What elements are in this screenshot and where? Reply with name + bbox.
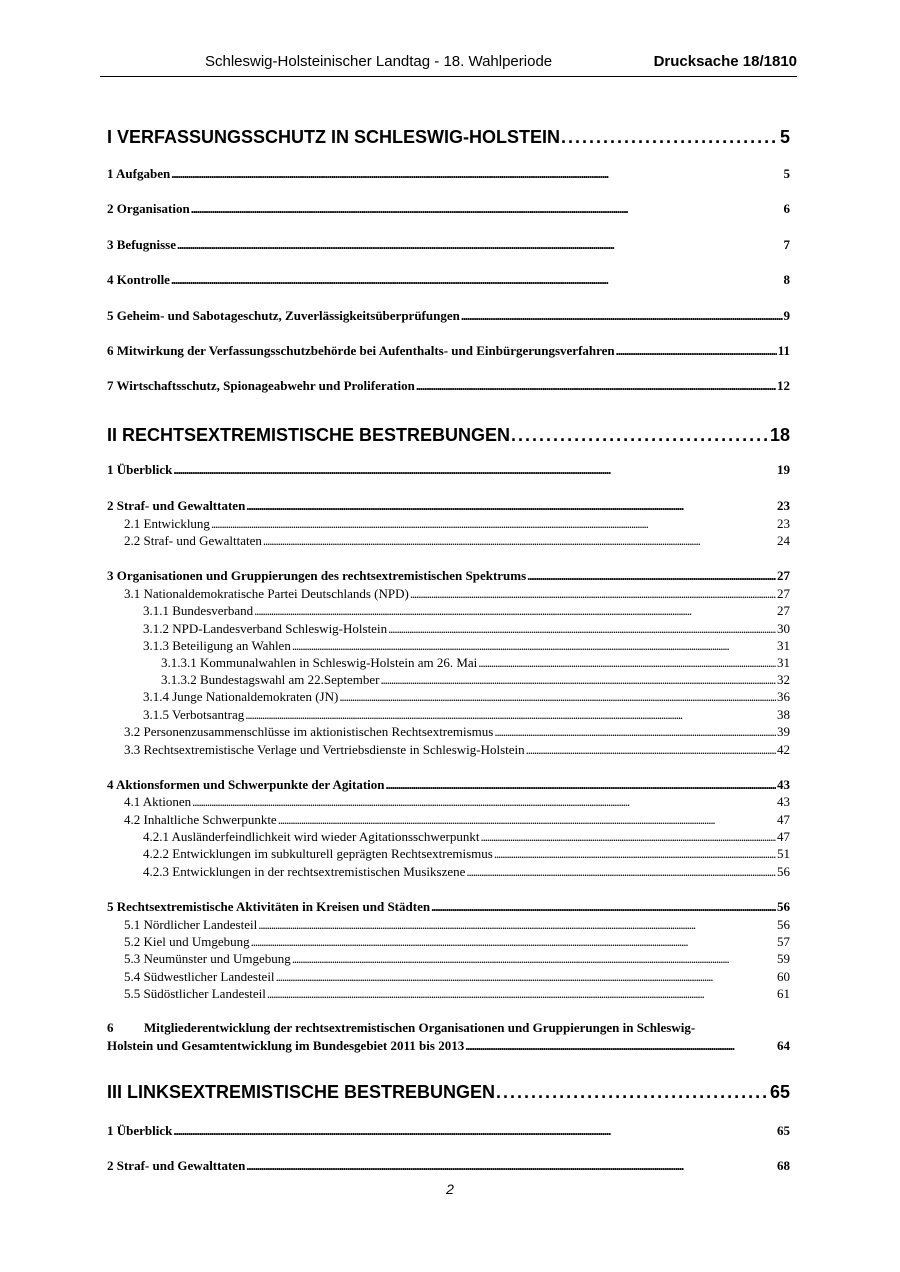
toc-entry-page: 60: [777, 969, 790, 984]
toc-leader-dots: [246, 498, 776, 514]
toc-leader-dots: [416, 378, 776, 394]
toc-entry[interactable]: [107, 424, 790, 446]
toc-leader-dots: [466, 864, 776, 880]
toc-entry-page: 31: [777, 638, 790, 653]
toc-entry-label: 3.1.2 NPD-Landesverband Schleswig-Holstein: [143, 621, 388, 636]
toc-entry-page: 42: [777, 742, 790, 757]
toc-entry-page: 5: [779, 127, 790, 147]
toc-entry-label: 7 Wirtschaftsschutz, Spionageabwehr und Proliferation: [107, 378, 415, 393]
toc-entry-label: 5.5 Südöstlicher Landesteil: [124, 986, 266, 1001]
toc-leader-dots: [494, 724, 776, 740]
toc-leader-dots: [616, 343, 777, 359]
toc-entry-page: 38: [777, 707, 790, 722]
toc-entry-label: 6 Mitwirkung der Verfassungsschutzbehörde bei Aufenthalts- und Einbürgerungsverfahren: [107, 343, 615, 358]
toc-entry-page: 5: [783, 166, 790, 181]
toc-leader-dots: [386, 777, 777, 793]
toc-entry-label-line1: Mitgliederentwicklung der rechtsextremistischen Organisationen und Gruppierungen in Schleswig-: [144, 1020, 696, 1035]
toc-leader-dots: [173, 1123, 776, 1139]
toc-entry[interactable]: [143, 689, 790, 705]
toc-entry[interactable]: [107, 777, 790, 793]
toc-leader-dots: [465, 1037, 776, 1055]
toc-entry-page: 23: [777, 498, 790, 513]
toc-leader-dots: [191, 201, 783, 217]
toc-entry-label: 1 Überblick: [107, 462, 173, 477]
toc-entry[interactable]: [161, 655, 790, 671]
toc-entry-page: 64: [777, 1038, 790, 1053]
toc-entry-label: 2 Straf- und Gewalttaten: [107, 498, 246, 513]
toc-leader-dots: [526, 742, 776, 758]
toc-entry-page: 51: [777, 846, 790, 861]
toc-leader-dots: [211, 516, 776, 532]
toc-entry-page: 56: [777, 864, 790, 879]
document-title: Schleswig-Holsteinischer Landtag - 18. Wahlperiode: [205, 53, 553, 70]
toc-leader-dots: [496, 1081, 769, 1103]
toc-leader-dots: [461, 308, 783, 324]
toc-entry[interactable]: [107, 201, 790, 217]
toc-entry-page: 27: [777, 568, 790, 583]
toc-entry-label: 5.1 Nördlicher Landesteil: [124, 917, 258, 932]
toc-leader-dots: [292, 638, 776, 654]
toc-entry-page: 36: [777, 689, 790, 704]
toc-leader-dots: [254, 603, 776, 619]
toc-entry-page: 9: [783, 308, 790, 323]
toc-entry[interactable]: [143, 638, 790, 654]
toc-entry[interactable]: [124, 969, 790, 985]
page-number: 2: [446, 1181, 454, 1197]
document-number: Drucksache 18/1810: [653, 53, 797, 70]
toc-entry-label: 3.1.1 Bundesverband: [143, 603, 254, 618]
toc-entry-label: 3.2 Personenzusammenschlüsse im aktionistischen Rechtsextremismus: [124, 724, 494, 739]
toc-entry-label: 3.1.3.2 Bundestagswahl am 22.September: [161, 672, 380, 687]
toc-entry-page: 47: [777, 812, 790, 827]
toc-entry-label: III LINKSEXTREMISTISCHE BESTREBUNGEN: [107, 1082, 496, 1102]
toc-entry-page: 61: [777, 986, 790, 1001]
toc-entry-page: 43: [777, 794, 790, 809]
toc-entry-page: 27: [777, 603, 790, 618]
toc-leader-dots: [173, 462, 776, 478]
toc-entry-label: 2 Organisation: [107, 201, 190, 216]
toc-entry-page: 56: [777, 899, 790, 914]
toc-entry-label: 3 Organisationen und Gruppierungen des rechtsextremistischen Spektrums: [107, 568, 527, 583]
toc-entry-label: 4 Aktionsformen und Schwerpunkte der Agitation: [107, 777, 385, 792]
toc-entry-page: 27: [777, 586, 790, 601]
toc-entry[interactable]: [107, 1123, 790, 1139]
toc-entry[interactable]: [143, 864, 790, 880]
toc-leader-dots: [171, 166, 782, 182]
toc-entry-label: I VERFASSUNGSSCHUTZ IN SCHLESWIG-HOLSTEIN: [107, 127, 561, 147]
toc-entry-label: II RECHTSEXTREMISTISCHE BESTREBUNGEN: [107, 425, 511, 445]
toc-entry[interactable]: [107, 378, 790, 394]
toc-entry[interactable]: [124, 742, 790, 758]
toc-entry[interactable]: [107, 568, 790, 584]
toc-entry-label: 4.2.1 Ausländerfeindlichkeit wird wieder Agitationsschwerpunkt: [143, 829, 480, 844]
toc-leader-dots: [480, 829, 776, 845]
toc-entry[interactable]: [107, 272, 790, 288]
toc-entry[interactable]: [124, 986, 790, 1002]
toc-entry-label: 2.1 Entwicklung: [124, 516, 210, 531]
toc-entry-page: 18: [769, 425, 790, 445]
toc-entry-label: 3.3 Rechtsextremistische Verlage und Vertriebsdienste in Schleswig-Holstein: [124, 742, 525, 757]
toc-entry-page: 7: [783, 237, 790, 252]
toc-entry[interactable]: [124, 533, 790, 549]
toc-entry-multiline[interactable]: [107, 1019, 790, 1055]
toc-entry-label: 3 Befugnisse: [107, 237, 176, 252]
toc-entry-page: 23: [777, 516, 790, 531]
toc-leader-dots: [258, 917, 776, 933]
toc-leader-dots: [388, 621, 776, 637]
toc-leader-dots: [431, 899, 776, 915]
toc-entry-label: 3.1 Nationaldemokratische Partei Deutschlands (NPD): [124, 586, 409, 601]
toc-entry-page: 6: [783, 201, 790, 216]
toc-entry-page: 12: [777, 378, 790, 393]
toc-entry-page: 65: [769, 1082, 790, 1102]
toc-entry-label: 3.1.3 Beteiligung an Wahlen: [143, 638, 291, 653]
toc-entry-page: 19: [777, 462, 790, 477]
toc-entry-page: 32: [777, 672, 790, 687]
toc-entry-label: 5.4 Südwestlicher Landesteil: [124, 969, 275, 984]
toc-entry-label: 4.2 Inhaltliche Schwerpunkte: [124, 812, 277, 827]
toc-entry[interactable]: [107, 1158, 790, 1174]
toc-entry[interactable]: [143, 707, 790, 723]
toc-leader-dots: [511, 424, 769, 446]
toc-entry[interactable]: [143, 846, 790, 862]
toc-entry-label: 2.2 Straf- und Gewalttaten: [124, 533, 262, 548]
toc-entry-page: 11: [777, 343, 790, 358]
toc-entry[interactable]: [124, 724, 790, 740]
toc-entry-label: 5 Geheim- und Sabotageschutz, Zuverlässigkeitsüberprüfungen: [107, 308, 460, 323]
toc-entry[interactable]: [143, 621, 790, 637]
toc-entry-page: 8: [783, 272, 790, 287]
toc-entry[interactable]: [161, 672, 790, 688]
toc-entry[interactable]: [124, 951, 790, 967]
toc-entry[interactable]: [107, 237, 790, 253]
toc-entry[interactable]: [107, 343, 790, 359]
toc-entry[interactable]: [143, 829, 790, 845]
toc-entry-label: 5 Rechtsextremistische Aktivitäten in Kreisen und Städten: [107, 899, 431, 914]
toc-leader-dots: [380, 672, 776, 688]
toc-entry-page: 24: [777, 533, 790, 548]
toc-entry[interactable]: [124, 586, 790, 602]
toc-entry-page: 43: [777, 777, 790, 792]
toc-entry[interactable]: [107, 126, 790, 148]
toc-leader-dots: [527, 568, 776, 584]
toc-entry-page: 56: [777, 917, 790, 932]
toc-leader-dots: [278, 812, 776, 828]
toc-entry[interactable]: [107, 308, 790, 324]
toc-entry-page: 30: [777, 621, 790, 636]
toc-entry-label: 3.1.4 Junge Nationaldemokraten (JN): [143, 689, 339, 704]
toc-leader-dots: [494, 846, 776, 862]
toc-entry-label: 3.1.3.1 Kommunalwahlen in Schleswig-Holstein am 26. Mai: [161, 655, 478, 670]
toc-entry-label: 1 Überblick: [107, 1123, 173, 1138]
toc-leader-dots: [561, 126, 779, 148]
toc-leader-dots: [276, 969, 776, 985]
toc-leader-dots: [192, 794, 776, 810]
toc-entry[interactable]: [107, 166, 790, 182]
toc-leader-dots: [267, 986, 776, 1002]
toc-entry[interactable]: [107, 899, 790, 915]
toc-leader-dots: [245, 707, 776, 723]
toc-entry-label: 4.2.3 Entwicklungen in der rechtsextremistischen Musikszene: [143, 864, 466, 879]
toc-entry-page: 59: [777, 951, 790, 966]
toc-entry-page: 39: [777, 724, 790, 739]
toc-entry-number: 6: [107, 1020, 114, 1035]
toc-leader-dots: [410, 586, 776, 602]
toc-entry-label: 5.2 Kiel und Umgebung: [124, 934, 250, 949]
toc-entry-label: 2 Straf- und Gewalttaten: [107, 1158, 246, 1173]
toc-entry[interactable]: [124, 934, 790, 950]
toc-entry[interactable]: [124, 794, 790, 810]
toc-entry-page: 47: [777, 829, 790, 844]
toc-leader-dots: [246, 1158, 776, 1174]
toc-entry-page: 68: [777, 1158, 790, 1173]
toc-entry-label: 4 Kontrolle: [107, 272, 170, 287]
toc-entry[interactable]: [107, 462, 790, 478]
toc-entry[interactable]: [107, 498, 790, 514]
toc-entry[interactable]: [143, 603, 790, 619]
toc-leader-dots: [263, 533, 776, 549]
toc-leader-dots: [251, 934, 776, 950]
toc-entry[interactable]: [107, 1081, 790, 1103]
toc-entry[interactable]: [124, 917, 790, 933]
toc-entry[interactable]: [124, 516, 790, 532]
toc-leader-dots: [177, 237, 783, 253]
toc-entry-label: 3.1.5 Verbotsantrag: [143, 707, 245, 722]
toc-entry-label: 4.1 Aktionen: [124, 794, 192, 809]
toc-leader-dots: [171, 272, 783, 288]
toc-entry-label: 1 Aufgaben: [107, 166, 171, 181]
toc-leader-dots: [339, 689, 776, 705]
toc-leader-dots: [478, 655, 776, 671]
toc-entry-page: 31: [777, 655, 790, 670]
toc-entry-label: 5.3 Neumünster und Umgebung: [124, 951, 291, 966]
toc-entry-label: 4.2.2 Entwicklungen im subkulturell geprägten Rechtsextremismus: [143, 846, 493, 861]
toc-entry-page: 65: [777, 1123, 790, 1138]
toc-entry-label-line2: Holstein und Gesamtentwicklung im Bundesgebiet 2011 bis 2013: [107, 1038, 465, 1053]
toc-leader-dots: [292, 951, 776, 967]
toc-entry-page: 57: [777, 934, 790, 949]
toc-entry[interactable]: [124, 812, 790, 828]
